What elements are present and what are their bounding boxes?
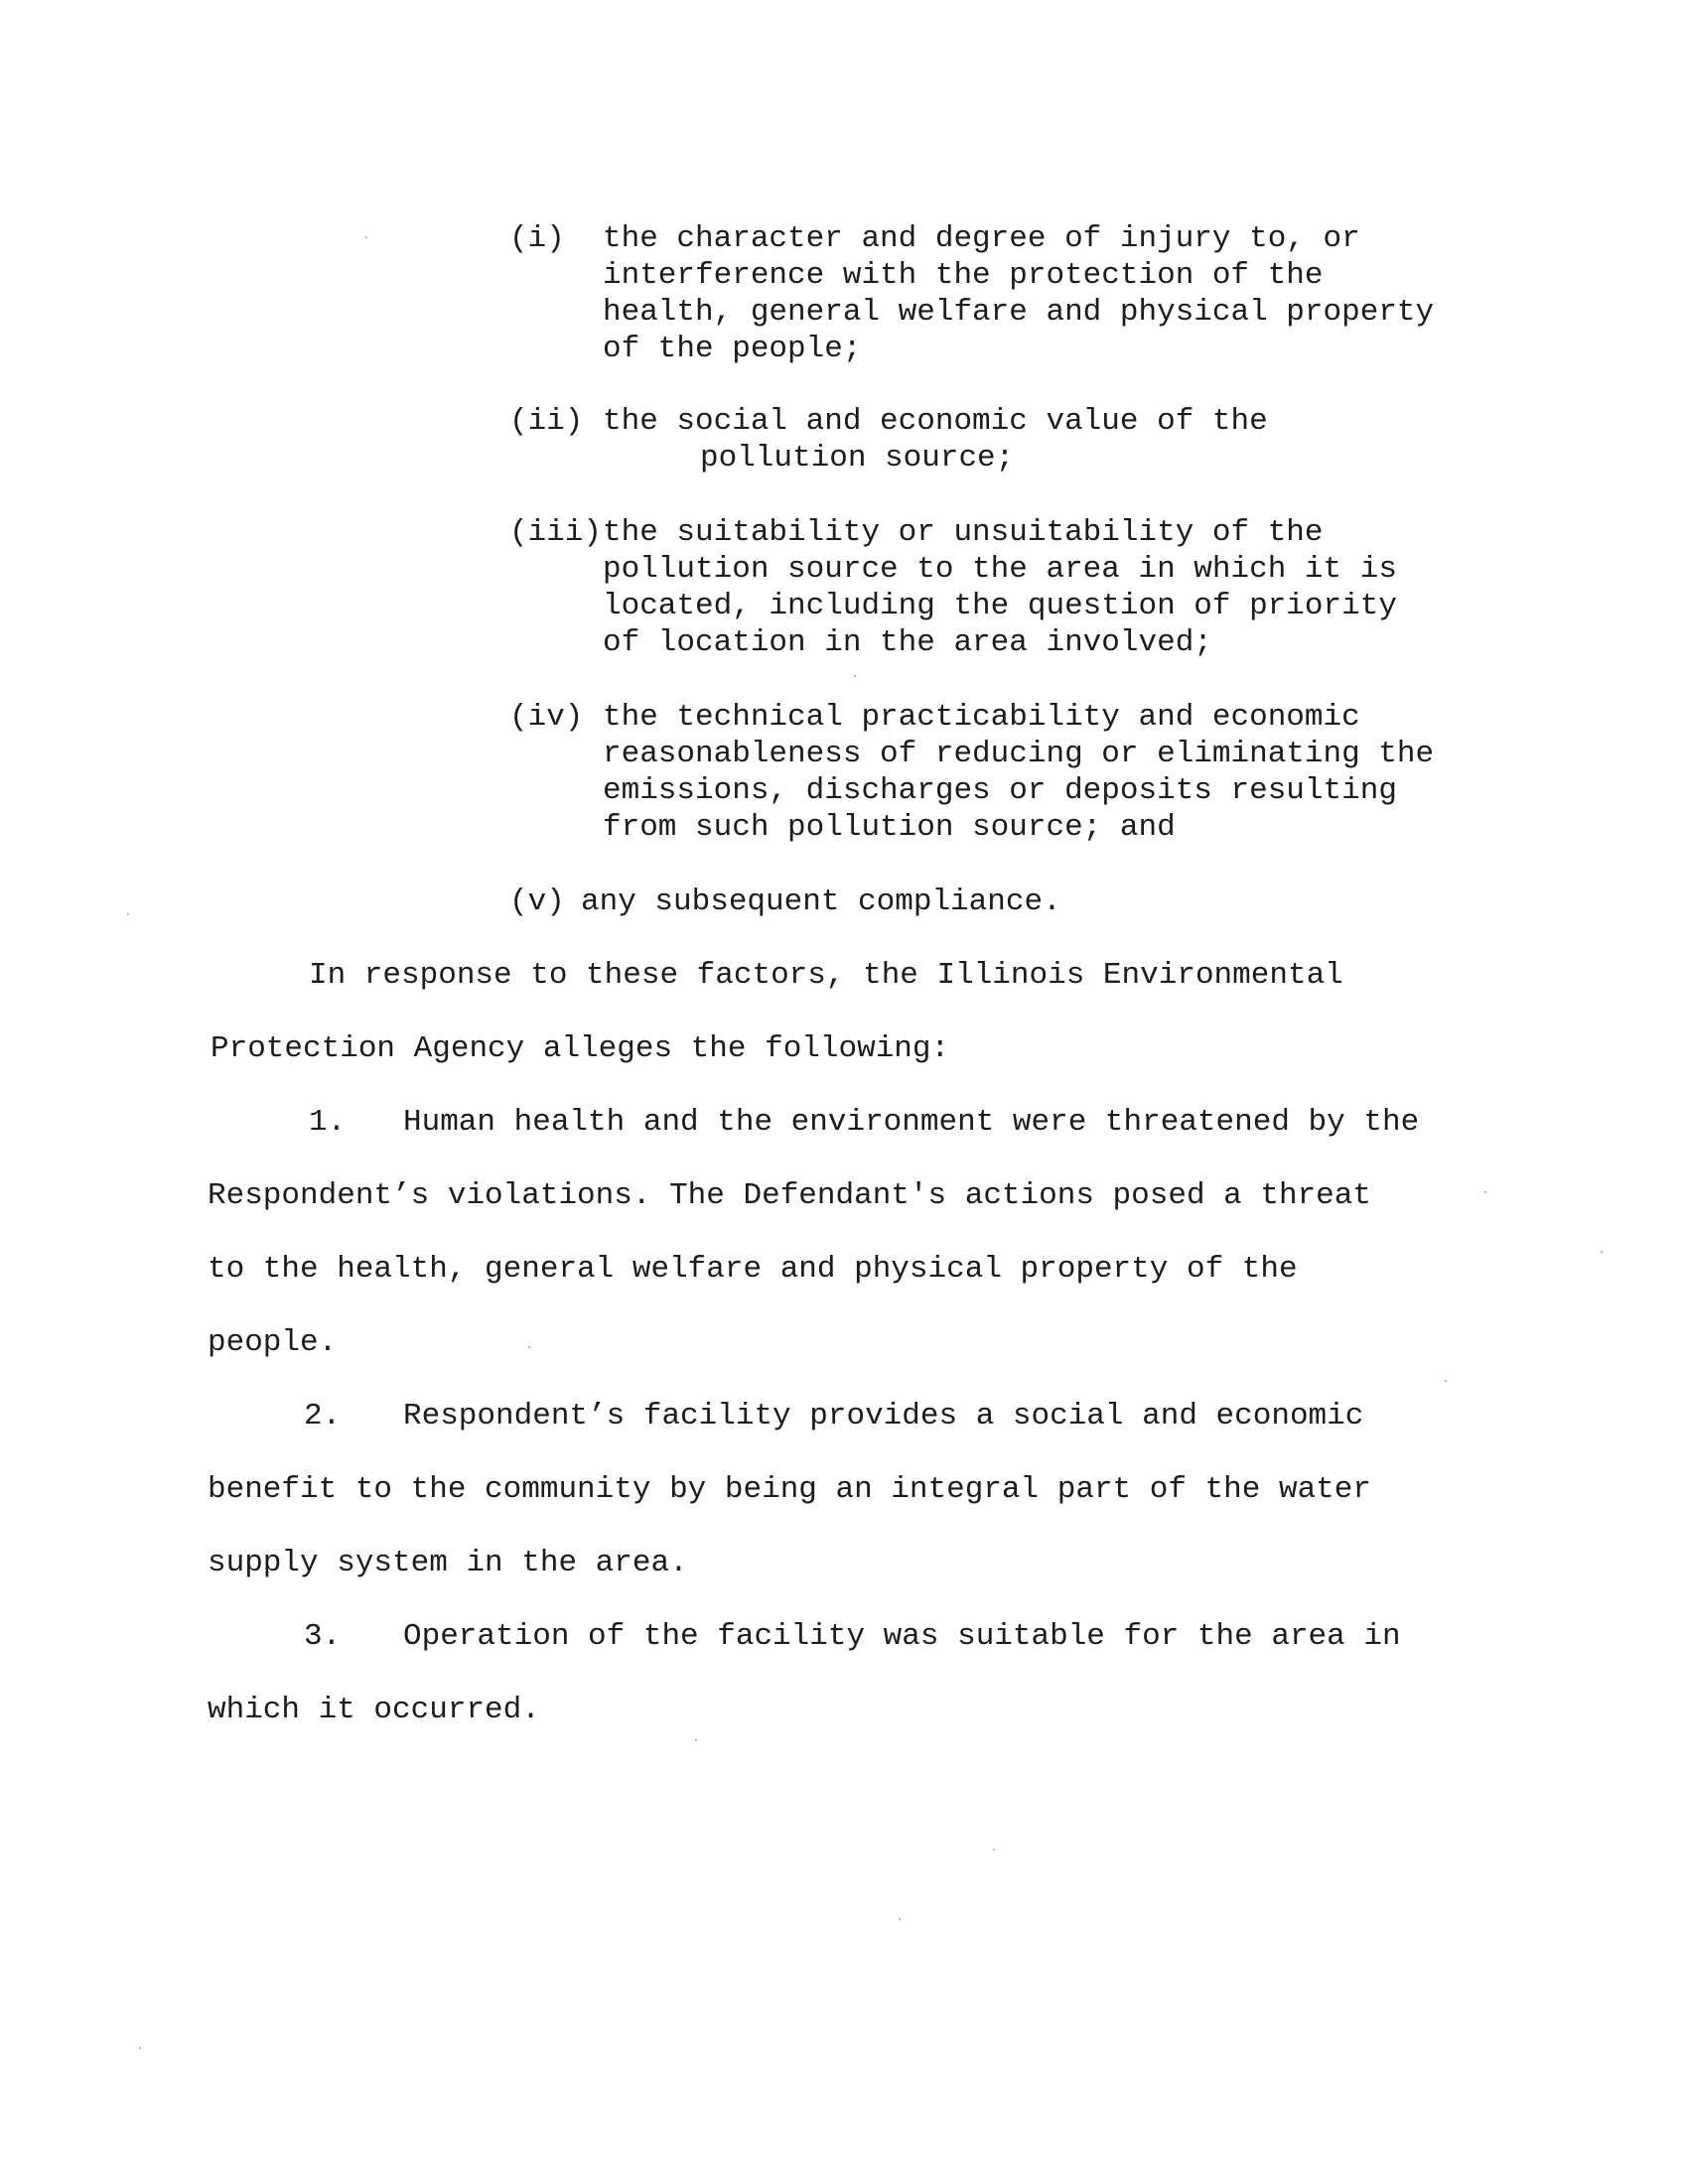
factor-text-line: reasonableness of reducing or eliminating the — [603, 737, 1435, 771]
factor-text-line: health, general welfare and physical property — [603, 295, 1435, 330]
factor-text-line: of the people; — [603, 332, 862, 366]
scan-speck — [695, 1739, 697, 1741]
scan-speck — [528, 1346, 530, 1348]
paragraph-line: Respondent’s violations. The Defendant's actions posed a threat — [208, 1178, 1371, 1213]
paragraph-line: In response to these factors, the Illinois Environmental — [309, 958, 1343, 993]
factor-text-line: the suitability or unsuitability of the — [603, 515, 1324, 550]
factor-text-line: the character and degree of injury to, or — [603, 221, 1360, 256]
paragraph-line: which it occurred. — [208, 1693, 540, 1727]
factor-text-line: the technical practicability and economic — [603, 700, 1360, 735]
paragraph-line: supply system in the area. — [208, 1546, 688, 1580]
scan-speck — [854, 675, 856, 677]
paragraph-line: Human health and the environment were threatened by the — [403, 1105, 1420, 1140]
scan-speck — [1445, 1380, 1447, 1382]
factor-marker: (i) — [509, 221, 565, 256]
allegation-number: 2. — [304, 1399, 342, 1433]
factor-text-line: the social and economic value of the — [603, 404, 1268, 439]
scan-speck — [365, 236, 367, 238]
factor-text-line: located, including the question of priority — [603, 589, 1397, 623]
factor-text-line: from such pollution source; and — [603, 810, 1176, 845]
paragraph-line: Operation of the facility was suitable for the area in — [403, 1619, 1401, 1654]
paragraph-line: Respondent’s facility provides a social and economic — [403, 1399, 1364, 1433]
factor-text-line: pollution source; — [700, 441, 1015, 476]
factor-text-line: interference with the protection of the — [603, 258, 1324, 293]
factor-marker: (ii) — [509, 404, 584, 439]
scan-speck — [127, 913, 129, 915]
scan-speck — [139, 2047, 141, 2049]
scan-speck — [1601, 1251, 1603, 1253]
factor-text-line: pollution source to the area in which it is — [603, 552, 1397, 587]
paragraph-line: to the health, general welfare and physical property of the — [208, 1252, 1298, 1287]
paragraph-line: Protection Agency alleges the following: — [210, 1031, 950, 1066]
scan-speck — [899, 1918, 901, 1920]
factor-text-line: any subsequent compliance. — [581, 885, 1061, 919]
factor-marker: (iv) — [509, 700, 584, 735]
factor-text-line: of location in the area involved; — [603, 625, 1212, 660]
factor-text-line: emissions, discharges or deposits resulting — [603, 773, 1397, 808]
factor-marker: (iii) — [509, 515, 603, 550]
paragraph-line: people. — [208, 1325, 338, 1360]
scan-speck — [993, 1848, 995, 1850]
allegation-number: 1. — [309, 1105, 347, 1140]
paragraph-line: benefit to the community by being an integral part of the water — [208, 1472, 1371, 1507]
allegation-number: 3. — [304, 1619, 342, 1654]
factor-marker: (v) — [509, 885, 565, 919]
scan-speck — [1484, 1191, 1486, 1193]
